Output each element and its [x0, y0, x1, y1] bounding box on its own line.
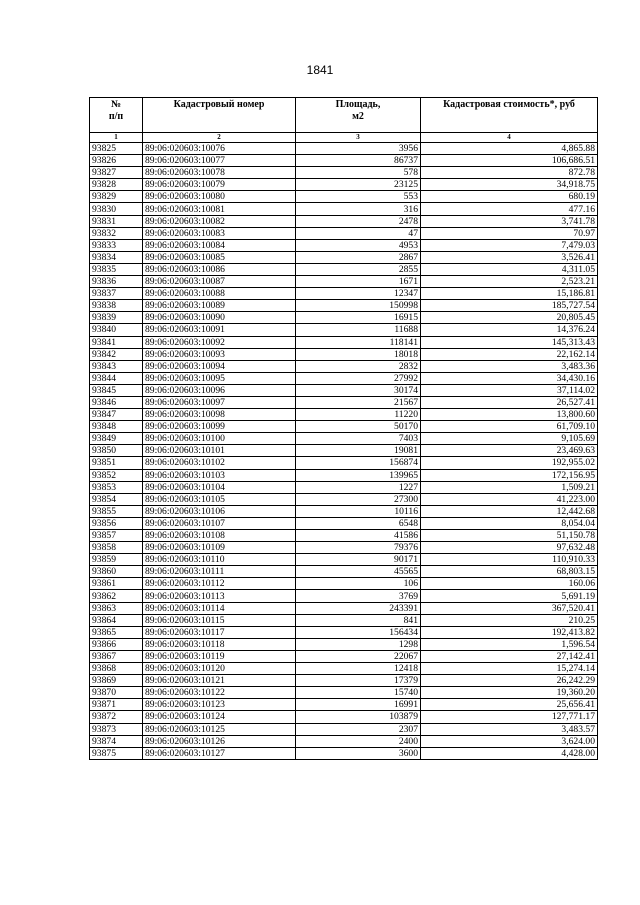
row-area: 23125 [296, 179, 421, 191]
row-index: 93849 [90, 433, 143, 445]
row-cost: 3,483.57 [421, 723, 598, 735]
row-cadastral-number: 89:06:020603:10087 [143, 276, 296, 288]
row-index: 93847 [90, 409, 143, 421]
table-row [90, 409, 598, 421]
row-cadastral-number: 89:06:020603:10113 [143, 590, 296, 602]
row-cost: 22,162.14 [421, 348, 598, 360]
row-index: 93858 [90, 542, 143, 554]
row-index: 93845 [90, 384, 143, 396]
row-cadastral-number: 89:06:020603:10123 [143, 699, 296, 711]
table-row [90, 687, 598, 699]
table-row [90, 675, 598, 687]
row-cost: 192,413.82 [421, 626, 598, 638]
table-row [90, 421, 598, 433]
row-area: 553 [296, 191, 421, 203]
row-area: 16991 [296, 699, 421, 711]
table-row [90, 360, 598, 372]
row-cost: 2,523.21 [421, 276, 598, 288]
row-index: 93868 [90, 663, 143, 675]
row-cost: 4,311.05 [421, 263, 598, 275]
row-cadastral-number: 89:06:020603:10111 [143, 566, 296, 578]
table-row [90, 191, 598, 203]
row-index: 93863 [90, 602, 143, 614]
table-row [90, 445, 598, 457]
header-area [296, 98, 421, 133]
column-number-row [90, 133, 598, 143]
row-index: 93830 [90, 203, 143, 215]
row-cadastral-number: 89:06:020603:10098 [143, 409, 296, 421]
row-cost: 68,803.15 [421, 566, 598, 578]
row-cadastral-number: 89:06:020603:10079 [143, 179, 296, 191]
table-row [90, 179, 598, 191]
row-cadastral-number: 89:06:020603:10085 [143, 251, 296, 263]
row-area: 578 [296, 167, 421, 179]
row-cadastral-number: 89:06:020603:10126 [143, 735, 296, 747]
column-number: 1 [90, 133, 143, 143]
row-cadastral-number: 89:06:020603:10086 [143, 263, 296, 275]
row-area: 2832 [296, 360, 421, 372]
row-cost: 23,469.63 [421, 445, 598, 457]
table-row [90, 566, 598, 578]
table-row [90, 505, 598, 517]
row-area: 316 [296, 203, 421, 215]
page-number: 1841 [306, 63, 334, 77]
row-cost: 3,483.36 [421, 360, 598, 372]
row-area: 139965 [296, 469, 421, 481]
row-area: 90171 [296, 554, 421, 566]
table-row [90, 239, 598, 251]
table-row [90, 530, 598, 542]
row-cadastral-number: 89:06:020603:10109 [143, 542, 296, 554]
table-row [90, 747, 598, 759]
row-cadastral-number: 89:06:020603:10097 [143, 396, 296, 408]
row-area: 2307 [296, 723, 421, 735]
row-index: 93857 [90, 530, 143, 542]
row-index: 93838 [90, 300, 143, 312]
table-row [90, 554, 598, 566]
row-cadastral-number: 89:06:020603:10106 [143, 505, 296, 517]
row-cost: 26,242.29 [421, 675, 598, 687]
column-number: 3 [296, 133, 421, 143]
row-area: 79376 [296, 542, 421, 554]
row-index: 93852 [90, 469, 143, 481]
row-cost: 61,709.10 [421, 421, 598, 433]
row-cost: 15,274.14 [421, 663, 598, 675]
row-cost: 477.16 [421, 203, 598, 215]
header-index [90, 98, 143, 133]
row-area: 11688 [296, 324, 421, 336]
row-index: 93856 [90, 517, 143, 529]
row-cost: 3,624.00 [421, 735, 598, 747]
cadastral-table [89, 97, 598, 760]
row-cost: 5,691.19 [421, 590, 598, 602]
row-area: 3769 [296, 590, 421, 602]
row-cost: 25,656.41 [421, 699, 598, 711]
table-row [90, 396, 598, 408]
row-cost: 15,186.81 [421, 288, 598, 300]
table-row [90, 493, 598, 505]
row-cost: 106,686.51 [421, 155, 598, 167]
header-index-label: № п/п [108, 99, 124, 122]
row-cost: 7,479.03 [421, 239, 598, 251]
row-cadastral-number: 89:06:020603:10089 [143, 300, 296, 312]
table-row [90, 590, 598, 602]
row-area: 243391 [296, 602, 421, 614]
row-area: 3956 [296, 143, 421, 155]
table-row [90, 348, 598, 360]
row-index: 93829 [90, 191, 143, 203]
row-index: 93837 [90, 288, 143, 300]
row-area: 1227 [296, 481, 421, 493]
row-cost: 110,910.33 [421, 554, 598, 566]
table-header-row [90, 98, 598, 133]
row-cost: 9,105.69 [421, 433, 598, 445]
table-row [90, 433, 598, 445]
table-row [90, 155, 598, 167]
row-cadastral-number: 89:06:020603:10104 [143, 481, 296, 493]
row-index: 93843 [90, 360, 143, 372]
row-index: 93850 [90, 445, 143, 457]
column-number: 2 [143, 133, 296, 143]
row-area: 27300 [296, 493, 421, 505]
row-area: 41586 [296, 530, 421, 542]
row-cadastral-number: 89:06:020603:10083 [143, 227, 296, 239]
row-area: 103879 [296, 711, 421, 723]
row-cadastral-number: 89:06:020603:10122 [143, 687, 296, 699]
row-area: 15740 [296, 687, 421, 699]
row-cadastral-number: 89:06:020603:10080 [143, 191, 296, 203]
row-index: 93851 [90, 457, 143, 469]
row-index: 93831 [90, 215, 143, 227]
table-row [90, 578, 598, 590]
row-area: 2855 [296, 263, 421, 275]
row-area: 86737 [296, 155, 421, 167]
row-cost: 127,771.17 [421, 711, 598, 723]
row-area: 18018 [296, 348, 421, 360]
row-index: 93825 [90, 143, 143, 155]
row-area: 16915 [296, 312, 421, 324]
row-cost: 51,150.78 [421, 530, 598, 542]
row-cadastral-number: 89:06:020603:10115 [143, 614, 296, 626]
table-row [90, 143, 598, 155]
table-row [90, 457, 598, 469]
row-cost: 4,428.00 [421, 747, 598, 759]
header-area-label: Площадь, м2 [335, 99, 381, 122]
row-cadastral-number: 89:06:020603:10124 [143, 711, 296, 723]
header-cadastral-number-label: Кадастровый номер [173, 99, 265, 110]
row-index: 93855 [90, 505, 143, 517]
row-index: 93872 [90, 711, 143, 723]
row-cost: 145,313.43 [421, 336, 598, 348]
table-row [90, 251, 598, 263]
row-cadastral-number: 89:06:020603:10125 [143, 723, 296, 735]
row-area: 156874 [296, 457, 421, 469]
table-row [90, 203, 598, 215]
row-index: 93875 [90, 747, 143, 759]
table-row [90, 469, 598, 481]
row-index: 93861 [90, 578, 143, 590]
table-row [90, 227, 598, 239]
row-cadastral-number: 89:06:020603:10127 [143, 747, 296, 759]
row-cadastral-number: 89:06:020603:10095 [143, 372, 296, 384]
row-cadastral-number: 89:06:020603:10088 [143, 288, 296, 300]
table-row [90, 288, 598, 300]
row-area: 30174 [296, 384, 421, 396]
row-cadastral-number: 89:06:020603:10082 [143, 215, 296, 227]
row-cost: 70.97 [421, 227, 598, 239]
column-number: 4 [421, 133, 598, 143]
row-cadastral-number: 89:06:020603:10076 [143, 143, 296, 155]
row-index: 93834 [90, 251, 143, 263]
row-cost: 210.25 [421, 614, 598, 626]
row-index: 93862 [90, 590, 143, 602]
row-index: 93867 [90, 650, 143, 662]
row-area: 106 [296, 578, 421, 590]
row-cost: 3,526.41 [421, 251, 598, 263]
row-area: 2867 [296, 251, 421, 263]
row-index: 93870 [90, 687, 143, 699]
table-row [90, 626, 598, 638]
table-row [90, 263, 598, 275]
row-cost: 20,805.45 [421, 312, 598, 324]
table-row [90, 711, 598, 723]
row-index: 93832 [90, 227, 143, 239]
row-index: 93871 [90, 699, 143, 711]
row-cadastral-number: 89:06:020603:10101 [143, 445, 296, 457]
table-row [90, 517, 598, 529]
row-cadastral-number: 89:06:020603:10099 [143, 421, 296, 433]
row-cost: 8,054.04 [421, 517, 598, 529]
row-area: 2478 [296, 215, 421, 227]
row-index: 93842 [90, 348, 143, 360]
row-cadastral-number: 89:06:020603:10096 [143, 384, 296, 396]
table-row [90, 723, 598, 735]
table-row [90, 312, 598, 324]
row-index: 93826 [90, 155, 143, 167]
table-row [90, 167, 598, 179]
row-index: 93835 [90, 263, 143, 275]
table-row [90, 336, 598, 348]
row-cost: 185,727.54 [421, 300, 598, 312]
row-cadastral-number: 89:06:020603:10084 [143, 239, 296, 251]
row-cost: 1,596.54 [421, 638, 598, 650]
table-row [90, 372, 598, 384]
table-row [90, 324, 598, 336]
row-cadastral-number: 89:06:020603:10105 [143, 493, 296, 505]
row-cadastral-number: 89:06:020603:10078 [143, 167, 296, 179]
row-index: 93848 [90, 421, 143, 433]
row-index: 93827 [90, 167, 143, 179]
table-row [90, 638, 598, 650]
row-index: 93860 [90, 566, 143, 578]
row-cadastral-number: 89:06:020603:10118 [143, 638, 296, 650]
row-cadastral-number: 89:06:020603:10110 [143, 554, 296, 566]
row-cadastral-number: 89:06:020603:10100 [143, 433, 296, 445]
row-index: 93828 [90, 179, 143, 191]
header-cost-label: Кадастровая стоимость*, руб [443, 99, 575, 110]
row-cost: 97,632.48 [421, 542, 598, 554]
row-index: 93866 [90, 638, 143, 650]
table-row [90, 215, 598, 227]
row-area: 7403 [296, 433, 421, 445]
row-cadastral-number: 89:06:020603:10117 [143, 626, 296, 638]
row-index: 93864 [90, 614, 143, 626]
row-cadastral-number: 89:06:020603:10119 [143, 650, 296, 662]
row-area: 1671 [296, 276, 421, 288]
row-area: 1298 [296, 638, 421, 650]
row-index: 93853 [90, 481, 143, 493]
row-index: 93869 [90, 675, 143, 687]
row-area: 22067 [296, 650, 421, 662]
row-area: 11220 [296, 409, 421, 421]
table-row [90, 663, 598, 675]
row-cost: 13,800.60 [421, 409, 598, 421]
row-index: 93841 [90, 336, 143, 348]
row-area: 2400 [296, 735, 421, 747]
table-row [90, 614, 598, 626]
row-cost: 172,156.95 [421, 469, 598, 481]
row-cost: 26,527.41 [421, 396, 598, 408]
row-cost: 192,955.02 [421, 457, 598, 469]
row-area: 3600 [296, 747, 421, 759]
row-cadastral-number: 89:06:020603:10107 [143, 517, 296, 529]
row-area: 156434 [296, 626, 421, 638]
row-cost: 34,918.75 [421, 179, 598, 191]
row-cost: 37,114.02 [421, 384, 598, 396]
row-area: 150998 [296, 300, 421, 312]
row-index: 93846 [90, 396, 143, 408]
row-area: 27992 [296, 372, 421, 384]
row-index: 93873 [90, 723, 143, 735]
row-index: 93874 [90, 735, 143, 747]
row-cadastral-number: 89:06:020603:10114 [143, 602, 296, 614]
row-area: 47 [296, 227, 421, 239]
row-index: 93839 [90, 312, 143, 324]
row-cost: 160.06 [421, 578, 598, 590]
row-area: 21567 [296, 396, 421, 408]
row-cost: 1,509.21 [421, 481, 598, 493]
row-index: 93854 [90, 493, 143, 505]
row-index: 93836 [90, 276, 143, 288]
row-cadastral-number: 89:06:020603:10121 [143, 675, 296, 687]
header-cost [421, 98, 598, 133]
row-cost: 14,376.24 [421, 324, 598, 336]
row-area: 841 [296, 614, 421, 626]
row-cost: 3,741.78 [421, 215, 598, 227]
row-cadastral-number: 89:06:020603:10093 [143, 348, 296, 360]
row-cadastral-number: 89:06:020603:10120 [143, 663, 296, 675]
row-area: 12347 [296, 288, 421, 300]
row-cost: 19,360.20 [421, 687, 598, 699]
row-index: 93859 [90, 554, 143, 566]
row-cost: 27,142.41 [421, 650, 598, 662]
row-area: 12418 [296, 663, 421, 675]
table-row [90, 542, 598, 554]
row-cadastral-number: 89:06:020603:10103 [143, 469, 296, 481]
row-cost: 367,520.41 [421, 602, 598, 614]
table-row [90, 276, 598, 288]
table-row [90, 602, 598, 614]
row-cost: 4,865.88 [421, 143, 598, 155]
row-cadastral-number: 89:06:020603:10081 [143, 203, 296, 215]
row-cadastral-number: 89:06:020603:10091 [143, 324, 296, 336]
row-area: 17379 [296, 675, 421, 687]
row-cadastral-number: 89:06:020603:10112 [143, 578, 296, 590]
row-index: 93833 [90, 239, 143, 251]
row-cost: 872.78 [421, 167, 598, 179]
table-row [90, 699, 598, 711]
header-cadastral-number [143, 98, 296, 133]
row-index: 93865 [90, 626, 143, 638]
row-area: 10116 [296, 505, 421, 517]
row-area: 118141 [296, 336, 421, 348]
table-row [90, 300, 598, 312]
row-area: 50170 [296, 421, 421, 433]
row-area: 4953 [296, 239, 421, 251]
row-cadastral-number: 89:06:020603:10108 [143, 530, 296, 542]
table-row [90, 735, 598, 747]
table-row [90, 650, 598, 662]
row-cost: 680.19 [421, 191, 598, 203]
row-cadastral-number: 89:06:020603:10090 [143, 312, 296, 324]
row-cadastral-number: 89:06:020603:10094 [143, 360, 296, 372]
row-index: 93840 [90, 324, 143, 336]
row-area: 6548 [296, 517, 421, 529]
row-cost: 12,442.68 [421, 505, 598, 517]
row-area: 19081 [296, 445, 421, 457]
row-cadastral-number: 89:06:020603:10102 [143, 457, 296, 469]
row-index: 93844 [90, 372, 143, 384]
row-area: 45565 [296, 566, 421, 578]
row-cost: 34,430.16 [421, 372, 598, 384]
table-row [90, 384, 598, 396]
table-body [90, 143, 598, 760]
row-cadastral-number: 89:06:020603:10092 [143, 336, 296, 348]
table-row [90, 481, 598, 493]
row-cadastral-number: 89:06:020603:10077 [143, 155, 296, 167]
row-cost: 41,223.00 [421, 493, 598, 505]
